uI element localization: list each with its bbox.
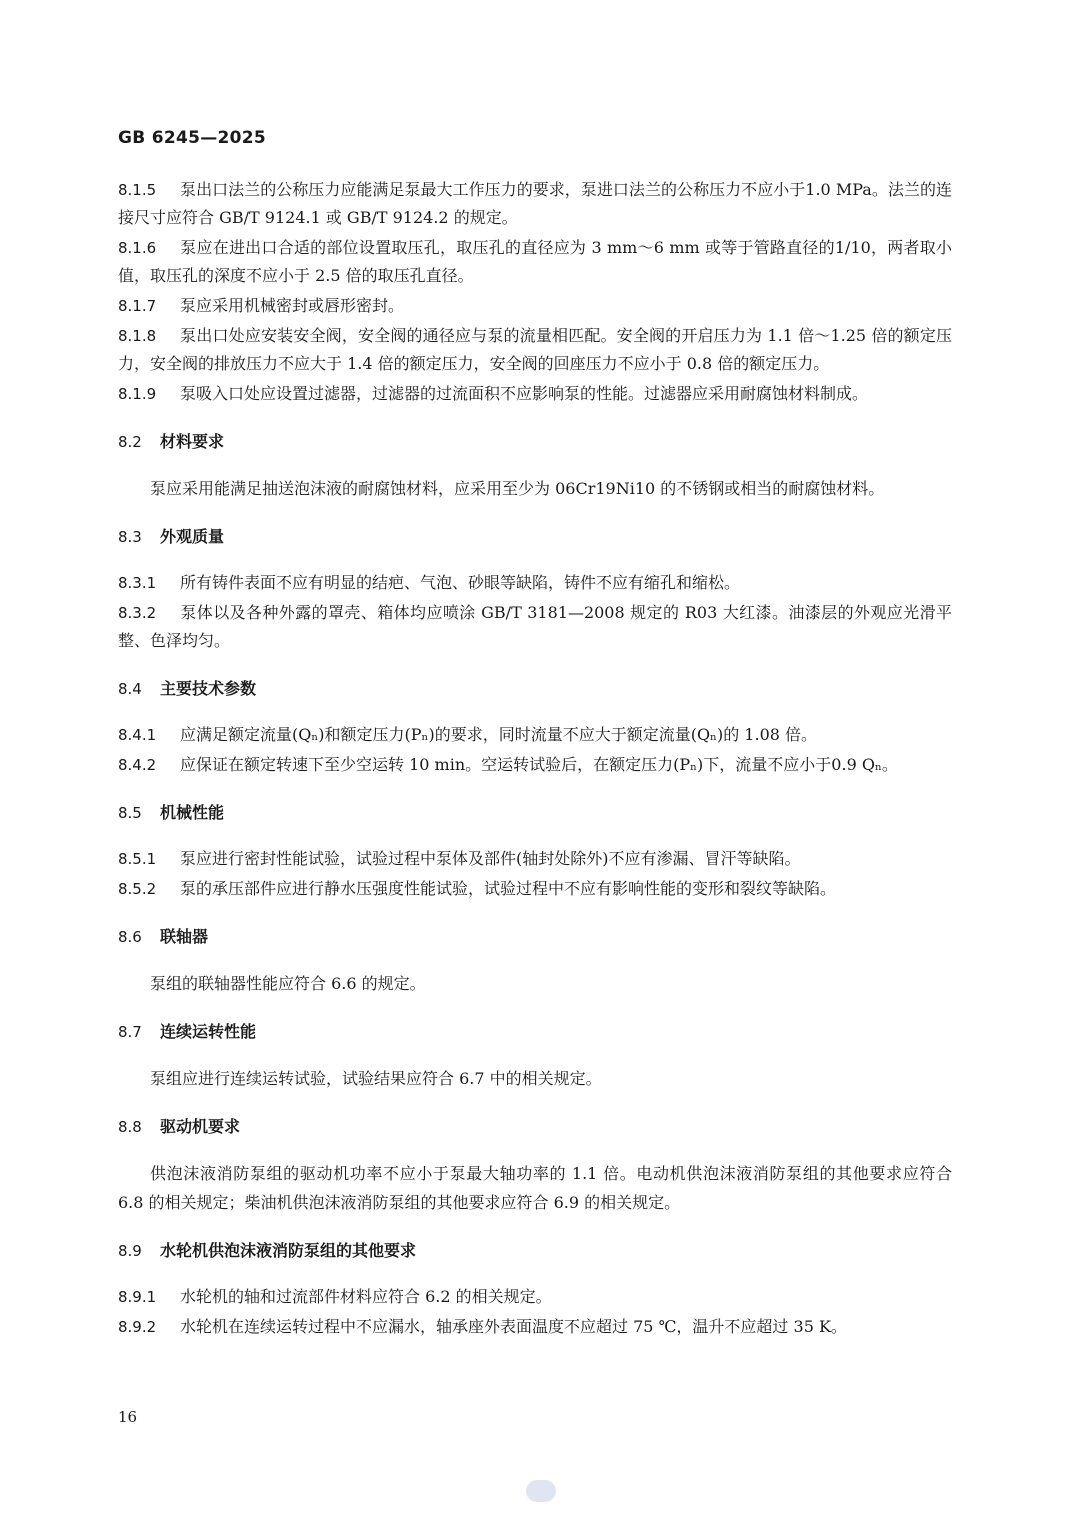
- section-number: 8.9: [118, 1242, 142, 1260]
- section-title: 水轮机供泡沫液消防泵组的其他要求: [160, 1241, 417, 1260]
- clause-8-1-8: [118, 322, 952, 378]
- clause-number: 8.3.1: [118, 574, 157, 592]
- section-title: 外观质量: [160, 527, 225, 546]
- section-number: 8.7: [118, 1023, 142, 1041]
- section-number: 8.3: [118, 528, 142, 546]
- section-number: 8.6: [118, 928, 142, 946]
- paragraph: 泵组的联轴器性能应符合 6.6 的规定。: [150, 974, 426, 993]
- clause-text: 泵出口法兰的公称压力应能满足泵最大工作压力的要求，泵进口法兰的公称压力不应小于1.0 MPa。法兰的连接尺寸应符合 GB/T 9124.1 或 GB/T 9124.2 的规定。: [118, 180, 952, 227]
- clause-text: 泵出口处应安装安全阀，安全阀的通径应与泵的流量相匹配。安全阀的开启压力为 1.1 倍～1.25 倍的额定压力，安全阀的排放压力不应大于 1.4 倍的额定压力，安全阀的回座压力不应小于 0.8 倍的额定压力。: [118, 326, 952, 373]
- clause-text: 所有铸件表面不应有明显的结疤、气泡、砂眼等缺陷，铸件不应有缩孔和缩松。: [180, 573, 741, 592]
- section-heading-8-7: [118, 1020, 952, 1044]
- clause-text: 泵应进行密封性能试验，试验过程中泵体及部件(轴封处除外)不应有渗漏、冒汗等缺陷。: [180, 849, 801, 868]
- clause-text: 泵体以及各种外露的罩壳、箱体均应喷涂 GB/T 3181—2008 规定的 R03 大红漆。油漆层的外观应光滑平整、色泽均匀。: [118, 603, 952, 650]
- section-heading-8-6: [118, 925, 952, 949]
- clause-text: 泵应采用机械密封或唇形密封。: [180, 296, 405, 315]
- section-number: 8.5: [118, 804, 142, 822]
- standard-id: GB 6245—2025: [118, 128, 267, 148]
- clause-number: 8.1.9: [118, 385, 157, 403]
- document-body: [118, 176, 952, 1343]
- clause-8-5-1: [118, 845, 952, 873]
- section-title: 材料要求: [160, 432, 225, 451]
- section-heading-8-2: [118, 430, 952, 454]
- clause-number: 8.1.8: [118, 327, 157, 345]
- clause-text: 泵吸入口处应设置过滤器，过滤器的过流面积不应影响泵的性能。过滤器应采用耐腐蚀材料制成。: [180, 384, 869, 403]
- page-number: 16: [118, 1408, 138, 1426]
- clause-8-9-1: [118, 1283, 952, 1311]
- section-heading-8-8: [118, 1115, 952, 1139]
- clause-number: 8.3.2: [118, 604, 157, 622]
- clause-8-4-2: [118, 751, 952, 779]
- section-number: 8.8: [118, 1118, 142, 1136]
- section-number: 8.2: [118, 433, 142, 451]
- section-title: 驱动机要求: [160, 1117, 241, 1136]
- section-heading-8-4: [118, 677, 952, 701]
- clause-text: 应保证在额定转速下至少空运转 10 min。空运转试验后，在额定压力(Pₙ)下，流量不应小于0.9 Qₙ。: [180, 755, 898, 774]
- section-title: 主要技术参数: [160, 679, 257, 698]
- clause-text: 泵的承压部件应进行静水压强度性能试验，试验过程中不应有影响性能的变形和裂纹等缺陷。: [180, 879, 837, 898]
- clause-text: 应满足额定流量(Qₙ)和额定压力(Pₙ)的要求，同时流量不应大于额定流量(Qₙ)的 1.08 倍。: [180, 725, 818, 744]
- clause-number: 8.1.6: [118, 239, 157, 257]
- clause-8-3-2: [118, 599, 952, 655]
- clause-text: 水轮机的轴和过流部件材料应符合 6.2 的相关规定。: [180, 1287, 552, 1306]
- clause-text: 泵应在进出口合适的部位设置取压孔，取压孔的直径应为 3 mm～6 mm 或等于管路直径的1/10，两者取小值，取压孔的深度不应小于 2.5 倍的取压孔直径。: [118, 238, 952, 285]
- clause-8-1-5: [118, 176, 952, 232]
- clause-number: 8.1.7: [118, 297, 157, 315]
- section-heading-8-5: [118, 801, 952, 825]
- paragraph: 泵组应进行连续运转试验，试验结果应符合 6.7 中的相关规定。: [150, 1069, 602, 1088]
- section-number: 8.4: [118, 680, 142, 698]
- clause-text: 水轮机在连续运转过程中不应漏水，轴承座外表面温度不应超过 75 ℃，温升不应超过 35 K。: [180, 1317, 847, 1336]
- section-heading-8-9: [118, 1239, 952, 1263]
- clause-8-1-9: [118, 380, 952, 408]
- paragraph: 供泡沫液消防泵组的驱动机功率不应小于泵最大轴功率的 1.1 倍。电动机供泡沫液消防泵组的其他要求应符合 6.8 的相关规定；柴油机供泡沫液消防泵组的其他要求应符合 6.9 的相关规定。: [118, 1164, 952, 1212]
- section-title: 机械性能: [160, 803, 225, 822]
- clause-number: 8.5.1: [118, 850, 157, 868]
- clause-number: 8.4.1: [118, 726, 157, 744]
- clause-8-1-6: [118, 234, 952, 290]
- section-title: 连续运转性能: [160, 1022, 257, 1041]
- logo-watermark: [526, 1480, 556, 1502]
- clause-number: 8.9.1: [118, 1288, 157, 1306]
- section-heading-8-3: [118, 525, 952, 549]
- clause-8-5-2: [118, 875, 952, 903]
- clause-number: 8.4.2: [118, 756, 157, 774]
- paragraph: 泵应采用能满足抽送泡沫液的耐腐蚀材料，应采用至少为 06Cr19Ni10 的不锈钢或相当的耐腐蚀材料。: [150, 479, 885, 498]
- clause-number: 8.9.2: [118, 1318, 157, 1336]
- clause-8-9-2: [118, 1313, 952, 1341]
- section-title: 联轴器: [160, 927, 209, 946]
- clause-number: 8.5.2: [118, 880, 157, 898]
- clause-number: 8.1.5: [118, 181, 157, 199]
- clause-8-3-1: [118, 569, 952, 597]
- clause-8-4-1: [118, 721, 952, 749]
- clause-8-1-7: [118, 292, 952, 320]
